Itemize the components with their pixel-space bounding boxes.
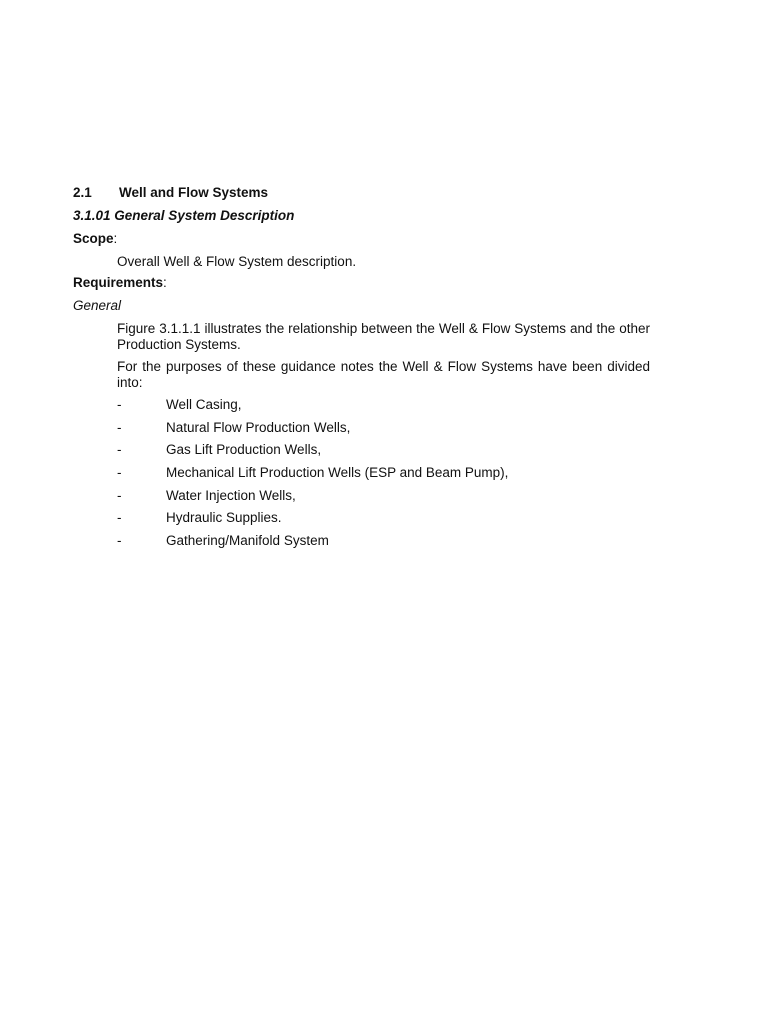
- section-title: Well and Flow Systems: [119, 185, 269, 200]
- list-item: [73, 420, 650, 443]
- list-dash: -: [117, 510, 122, 526]
- list-item-text: Natural Flow Production Wells,: [166, 419, 351, 435]
- list-item-text: Mechanical Lift Production Wells (ESP and Beam Pump),: [166, 465, 509, 481]
- list-dash: -: [117, 487, 122, 503]
- system-list: [73, 397, 650, 556]
- list-item: [73, 442, 650, 465]
- list-item-text: Gas Lift Production Wells,: [166, 442, 322, 458]
- list-dash: -: [117, 397, 122, 412]
- section-heading: [73, 185, 650, 201]
- requirements-label-row: [73, 275, 650, 291]
- requirements-colon: :: [163, 275, 167, 290]
- list-dash: -: [117, 442, 122, 458]
- scope-label-row: [73, 231, 650, 247]
- list-item: [73, 510, 650, 533]
- list-item: [73, 488, 650, 511]
- paragraph-division-intro: For the purposes of these guidance notes the Well & Flow Systems have been divided into:: [117, 359, 650, 390]
- paragraph-figure-reference: Figure 3.1.1.1 illustrates the relationship between the Well & Flow Systems and the other Production Systems.: [117, 321, 650, 352]
- list-item-text: Hydraulic Supplies.: [166, 510, 282, 526]
- section-number: 2.1: [73, 185, 92, 200]
- subsection-heading: 3.1.01 General System Description: [73, 208, 295, 223]
- document-content: [73, 185, 650, 556]
- scope-text: Overall Well & Flow System description.: [117, 254, 357, 269]
- list-item: [73, 533, 650, 556]
- scope-colon: :: [113, 231, 118, 246]
- list-item-text: Water Injection Wells,: [166, 487, 296, 503]
- list-item-text: Gathering/Manifold System: [166, 533, 329, 549]
- list-item: [73, 465, 650, 488]
- list-item-text: Well Casing,: [166, 397, 242, 412]
- requirements-subheading: General: [73, 298, 122, 313]
- scope-label: Scope: [73, 231, 114, 246]
- list-dash: -: [117, 465, 122, 481]
- requirements-label: Requirements: [73, 275, 164, 290]
- list-dash: -: [117, 419, 122, 435]
- list-dash: -: [117, 533, 122, 549]
- list-item: [73, 397, 650, 420]
